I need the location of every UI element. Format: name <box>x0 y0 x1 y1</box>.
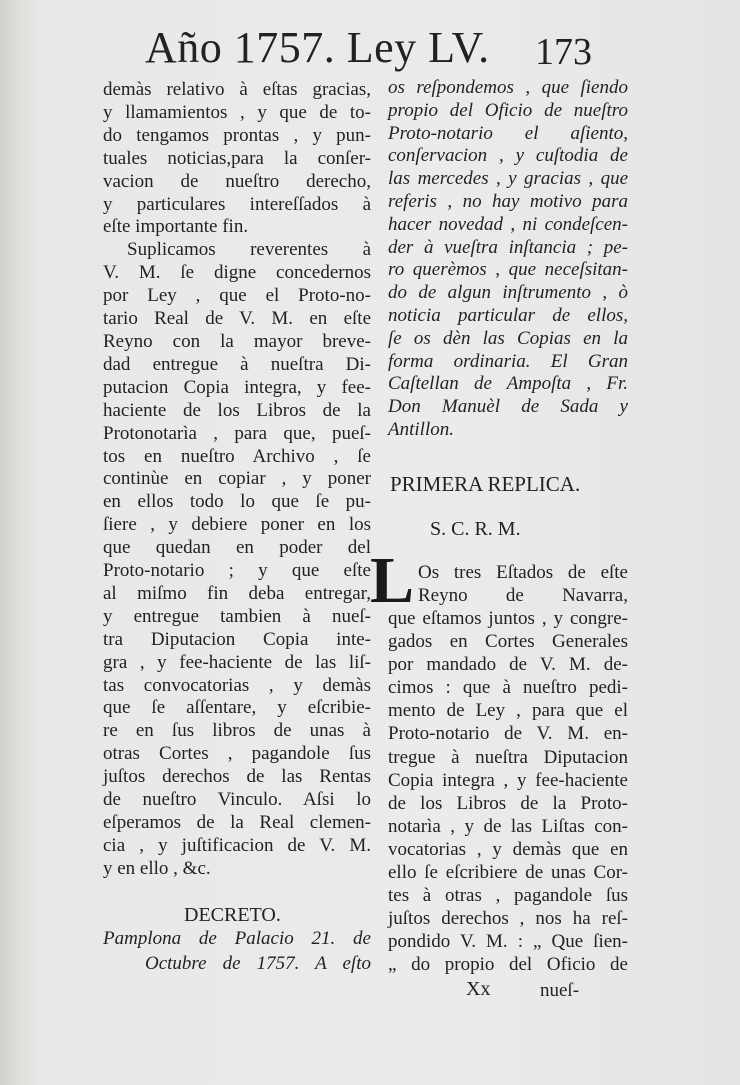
text-line: continùe en copiar , y poner <box>103 468 371 490</box>
text-line: V. M. ſe digne concedernos <box>103 262 371 284</box>
text-line: tario Real de V. M. en eſte <box>103 308 371 330</box>
text-line: putacion Copia integra, y fee- <box>103 376 371 398</box>
text-line: por Ley , que el Proto-no- <box>103 285 371 307</box>
text-line: eſte importante fin. <box>103 216 249 238</box>
text-line: gra , y fee-haciente de las liſ- <box>103 651 371 673</box>
text-line: ſiere , y debiere poner en los <box>103 514 371 536</box>
text-line: juſtos derechos de las Rentas <box>103 766 371 788</box>
text-line: Reyno de Navarra, <box>418 585 628 607</box>
text-line: noticia particular de ellos, <box>388 304 628 326</box>
text-line: Suplicamos reverentes à <box>127 239 371 261</box>
text-line: las mercedes , y gracias , que <box>388 168 628 190</box>
text-line: do de algun inſtrumento , ò <box>388 282 628 304</box>
text-line: mento de Ley , para que el <box>388 700 628 722</box>
text-line: que eſtamos juntos , y congre- <box>388 608 628 629</box>
replica-opening-lines <box>418 561 628 607</box>
text-line: tos en nueſtro Archivo , ſe <box>103 445 371 467</box>
text-line: eſperamos de la Real clemen- <box>103 812 371 833</box>
text-line: vacion de nueſtro derecho, <box>103 170 371 192</box>
catchword: nueſ- <box>540 980 580 1001</box>
text-line: tregue à nueſtra Diputacion <box>388 746 628 768</box>
replica-body-text <box>388 607 628 977</box>
text-line: do tengamos prontas , y pun- <box>103 124 371 146</box>
text-line: tes à otras , pagandole ſus <box>388 885 628 907</box>
text-line: Reyno con la mayor breve- <box>103 330 371 352</box>
text-line: notarìa , y de las Liſtas con- <box>388 815 628 837</box>
text-line: Copia integra , y fee-haciente <box>388 769 628 791</box>
text-line: juſtos derechos , nos ha reſ- <box>388 908 628 930</box>
text-line: Proto-notario ; y que eſte <box>103 560 371 582</box>
decree-date-line-2: Octubre de 1757. A eſto <box>145 953 371 974</box>
text-line: y entregue tambien à nueſ- <box>103 605 371 627</box>
section-heading: PRIMERA REPLICA. <box>390 472 581 496</box>
text-line: os reſpondemos , que ſiendo <box>388 77 628 98</box>
text-line: gados en Cortes Generales <box>388 631 628 653</box>
text-line: ro querèmos , que neceſsitan- <box>388 259 628 281</box>
text-line: ello ſe eſcribiere de unas Cor- <box>388 862 628 884</box>
text-line: conſervacion , y cuſtodia de <box>388 145 628 167</box>
salutation: S. C. R. M. <box>430 518 521 540</box>
text-line: que quedan en poder del <box>103 537 371 559</box>
text-line: ſe os dèn las Copias en la <box>388 327 628 349</box>
text-line: pondido V. M. : „ Que ſien- <box>388 931 628 953</box>
text-line: y llamamientos , y que de to- <box>103 101 371 123</box>
text-line: otras Cortes , pagandole ſus <box>103 743 371 765</box>
text-line: demàs relativo à eſtas gracias, <box>103 79 371 100</box>
decree-heading: DECRETO. <box>184 904 281 926</box>
royal-response-text <box>388 77 628 442</box>
text-line: de nueſtro Vinculo. Aſsi lo <box>103 789 371 811</box>
text-line: hacer novedad , ni condeſcen- <box>388 213 628 235</box>
text-line: propio del Oficio de nueſtro <box>388 99 628 121</box>
text-line: tuales noticias,para la conſer- <box>103 147 371 169</box>
text-line: Protonotarìa , para que, pueſ- <box>103 422 371 444</box>
text-line: Proto-notario de V. M. en- <box>388 723 628 745</box>
text-line: der à vueſtra inſtancia ; pe- <box>388 236 628 258</box>
text-line: forma ordinaria. El Gran <box>388 350 628 372</box>
text-line: Caſtellan de Ampoſta , Fr. <box>388 373 628 395</box>
text-line: re en ſus libros de unas à <box>103 720 371 742</box>
text-line: cia , y juſtificacion de V. M. <box>103 834 371 856</box>
text-line: referis , no hay motivo para <box>388 190 628 212</box>
text-line: Don Manuèl de Sada y <box>388 396 628 418</box>
text-line: cimos : que à nueſtro pedi- <box>388 677 628 699</box>
text-line: por mandado de V. M. de- <box>388 654 628 676</box>
text-line: vocatorias , y demàs que en <box>388 838 628 860</box>
decree-date-line-1: Pamplona de Palacio 21. de <box>103 928 371 949</box>
text-line: y en ello , &c. <box>103 857 211 879</box>
text-line: „ do propio del Oficio de <box>388 954 628 976</box>
text-line: en ellos todo lo que ſe pu- <box>103 491 371 513</box>
text-line: que ſe aſſentare, y eſcribie- <box>103 697 371 719</box>
text-line: al miſmo fin deba entregar, <box>103 582 371 604</box>
page-number: 173 <box>535 31 592 73</box>
signature-mark: Xx <box>466 978 491 1000</box>
running-header-title: Año 1757. Ley LV. <box>145 23 490 72</box>
drop-cap: L <box>370 544 415 617</box>
text-line: haciente de los Libros de la <box>103 399 371 421</box>
text-line: Os tres Eſtados de eſte <box>418 562 628 583</box>
text-line: dad entregue à nueſtra Di- <box>103 353 371 375</box>
text-line: y particulares intereſſados à <box>103 193 371 215</box>
text-line: Proto-notario el aſiento, <box>388 122 628 144</box>
text-line: de los Libros de la Proto- <box>388 792 628 814</box>
text-line: Antillon. <box>388 418 454 440</box>
left-column-text <box>103 79 371 881</box>
text-line: tra Diputacion Copia inte- <box>103 628 371 650</box>
text-line: tas convocatorias , y demàs <box>103 674 371 696</box>
